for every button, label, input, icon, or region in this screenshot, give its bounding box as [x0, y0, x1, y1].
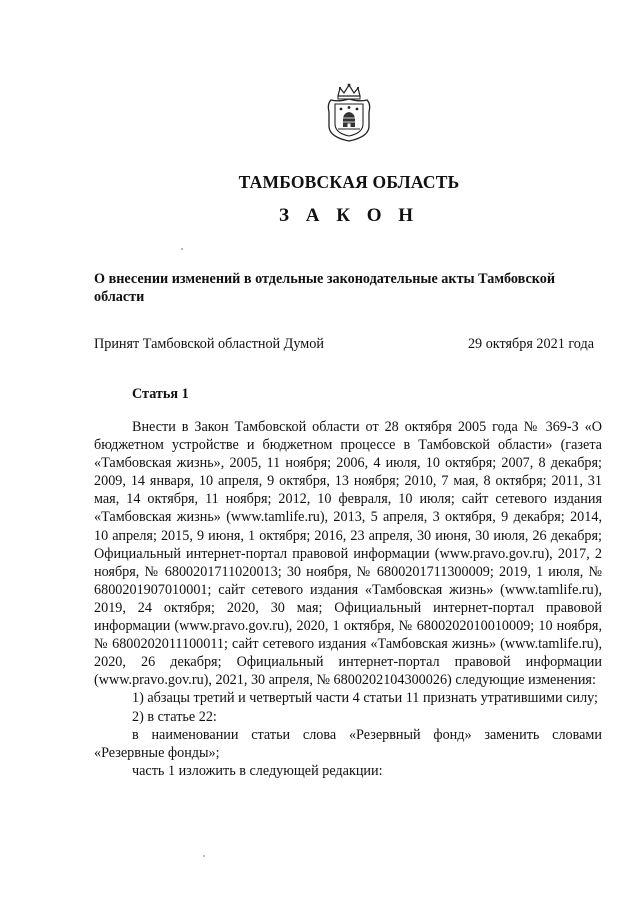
- article-body: [94, 418, 602, 780]
- paragraph: 2) в статье 22:: [132, 708, 217, 725]
- coat-of-arms-icon: [324, 82, 374, 142]
- paragraph: в наименовании статьи слова «Резервный фонд» заменить словами «Резервные фонды»;: [94, 726, 602, 761]
- law-subject: О внесении изменений в отдельные законодательные акты Тамбовской области: [94, 271, 556, 305]
- region-title: ТАМБОВСКАЯ ОБЛАСТЬ: [238, 172, 460, 192]
- paragraph: Внести в Закон Тамбовской области от 28 октября 2005 года № 369-З «О бюджетном устройстве и бюджетном процессе в Тамбовской области» (газета «Тамбовская жизнь», 2005, 11 ноября; 2006, 4 июля, 10 октября; 2007, 8 декабря; 2009, 14 января, 10 апреля, 9 октября, 13 ноября; 2010, 7 мая, 8 октября; 2011, 31 мая, 14 октября, 11 ноября; 2012, 10 февраля, 10 июля; сайт сетевого издания «Тамбовская жизнь» (www.tamlife.ru), 2013, 5 апреля, 3 октября, 9 декабря; 2014, 10 апреля; 2015, 9 июня, 1 октября; 2016, 23 апреля, 30 июня, 30 июля, 26 декабря; Официальный интернет-портал правовой информации (www.pravo.gov.ru), 2017, 2 ноября, № 6800201711020013; 30 ноября, № 6800201711300009; 2019, 1 июля, № 6800201907010001; сайт сетевого издания «Тамбовская жизнь» (www.tamlife.ru), 2019, 24 октября; 2020, 30 мая; Официальный интернет-портал правовой информации (www.pravo.gov.ru), 2020, 1 октября, № 6800202010010009; 10 ноября, № 6800202011100011; сайт сетевого издания «Тамбовская жизнь» (www.tamlife.ru), 2020, 26 декабря; Официальный интернет-портал правовой информации (www.pravo.gov.ru), 2021, 30 апреля, № 6800202104300026) следующие изменения:: [94, 419, 602, 689]
- scan-speck: [203, 855, 205, 857]
- paragraph: часть 1 изложить в следующей редакции:: [132, 762, 383, 779]
- article-heading: Статья 1: [132, 386, 189, 402]
- scan-speck: [181, 248, 183, 250]
- document-type-title: З А К О Н: [278, 205, 420, 226]
- paragraph: 1) абзацы третий и четвертый части 4 статьи 11 признать утратившими силу;: [132, 690, 598, 707]
- adopted-by: Принят Тамбовской областной Думой: [94, 336, 324, 352]
- adoption-date: 29 октября 2021 года: [467, 336, 594, 352]
- adoption-info: [94, 335, 594, 353]
